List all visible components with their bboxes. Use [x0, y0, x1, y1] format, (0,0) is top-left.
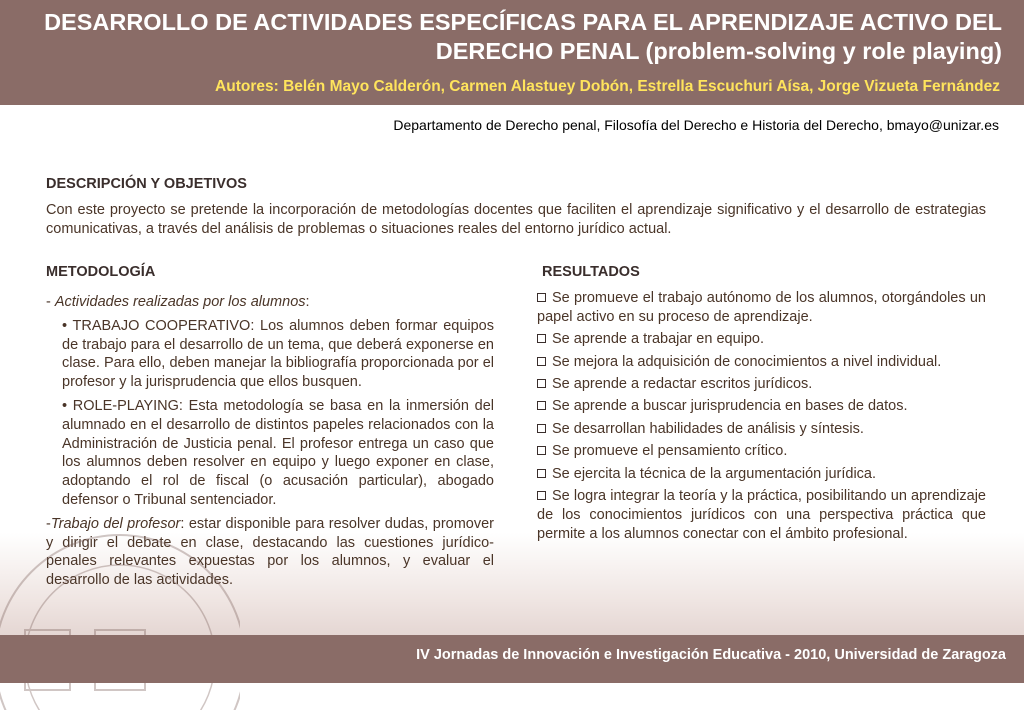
checkbox-icon [537, 379, 546, 388]
result-item [537, 397, 986, 416]
result-text: Se aprende a buscar jurisprudencia en bases de datos. [552, 398, 908, 415]
checkbox-icon [537, 293, 546, 302]
results-section [537, 289, 986, 547]
intro-prefix: - [46, 294, 55, 310]
methodology-bullet-roleplaying: • ROLE-PLAYING: Esta metodología se basa en la inmersión del alumnado en el desarrollo de distintos papeles relacionados con la Administración de Justicia penal. El profesor entrega un caso que los alumnos deben resolver en equipo y luego exponer en clase, adoptando el rol de fiscal (o acusación particular), abogado defensor o Tribunal sentenciador. [62, 397, 494, 508]
result-text: Se ejercita la técnica de la argumentación jurídica. [552, 465, 877, 482]
result-text: Se promueve el trabajo autónomo de los alumnos, otorgándoles un papel activo en su proceso de aprendizaje. [537, 290, 986, 325]
intro-italic: Actividades realizadas por los alumnos [54, 294, 306, 310]
result-item [537, 420, 986, 439]
poster-title [16, 8, 1002, 66]
result-item [537, 289, 986, 327]
checkbox-icon [537, 401, 546, 410]
checkbox-icon [537, 357, 546, 366]
result-item [537, 353, 986, 372]
results-list [537, 289, 986, 543]
checkbox-icon [537, 469, 546, 478]
footer-banner [0, 635, 1024, 683]
title-line-2: DERECHO PENAL (problem-solving y role playing) [435, 38, 1002, 64]
authors: Autores: Belén Mayo Calderón, Carmen Alastuey Dobón, Estrella Escuchuri Aísa, Jorge Vizueta Fernández [215, 78, 1000, 95]
result-item [537, 465, 986, 484]
result-text: Se mejora la adquisición de conocimientos a nivel individual. [552, 353, 942, 370]
checkbox-icon [537, 334, 546, 343]
methodology-intro [46, 293, 494, 312]
footer-text: IV Jornadas de Innovación e Investigación Educativa - 2010, Universidad de Zaragoza [416, 647, 1006, 663]
result-item [537, 442, 986, 461]
teacher-italic: Trabajo del profesor [50, 515, 181, 532]
result-text: Se aprende a redactar escritos jurídicos. [552, 375, 813, 392]
result-text: Se aprende a trabajar en equipo. [552, 331, 765, 348]
header-banner [0, 0, 1024, 105]
description-text: Con este proyecto se pretende la incorporación de metodologías docentes que faciliten el aprendizaje significativo y el desarrollo de estrategias comunicativas, a través del análisis de problemas o situaciones reales del entorno jurídico actual. [46, 202, 986, 237]
teacher-prefix: - [46, 515, 51, 532]
intro-suffix: : [305, 294, 310, 310]
methodology-heading: METODOLOGÍA [46, 264, 156, 280]
result-item [537, 487, 986, 543]
title-line-1: DESARROLLO DE ACTIVIDADES ESPECÍFICAS PARA EL APRENDIZAJE ACTIVO DEL [44, 9, 1002, 35]
description-heading: DESCRIPCIÓN Y OBJETIVOS [46, 176, 247, 192]
result-item [537, 330, 986, 349]
results-heading: RESULTADOS [542, 264, 640, 280]
checkbox-icon [537, 446, 546, 455]
teacher-text: : estar disponible para resolver dudas, promover y dirigir el debate en clase, destacando las cuestiones jurídico-penales relevantes expuestas por los alumnos, y evaluar el desarrollo de las actividades. [46, 515, 495, 589]
result-text: Se desarrollan habilidades de análisis y síntesis. [552, 420, 864, 437]
methodology-bullet-cooperative: • TRABAJO COOPERATIVO: Los alumnos deben formar equipos de trabajo para el desarrollo de un tema, que deberá exponerse en clase. Para ello, deben manejar la bibliografía proporcionada por el profesor y la jurisprudencia que ellos busquen. [62, 317, 494, 391]
result-item [537, 375, 986, 394]
checkbox-icon [537, 424, 546, 433]
checkbox-icon [537, 491, 546, 500]
result-text: Se promueve el pensamiento crítico. [552, 443, 788, 460]
department-affiliation: Departamento de Derecho penal, Filosofía del Derecho e Historia del Derecho, bmayo@unizar.es [393, 117, 999, 133]
result-text: Se logra integrar la teoría y la práctica, posibilitando un aprendizaje de los conocimientos jurídicos con una perspectiva práctica que permite a los alumnos conectar con el ámbito profesional. [537, 487, 986, 542]
